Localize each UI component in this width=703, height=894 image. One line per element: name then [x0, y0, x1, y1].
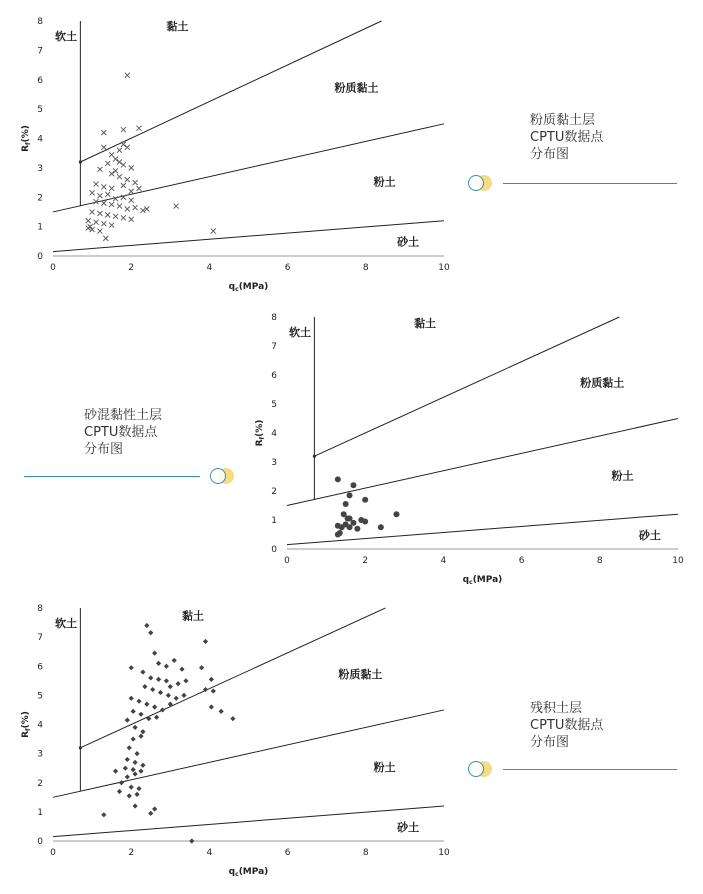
- chart-3-data-point: [164, 664, 169, 669]
- chart-1-x-axis-title: $q_c(MPa)$: [228, 282, 269, 293]
- chart-3-data-point: [129, 665, 134, 670]
- chart-3-data-point: [166, 693, 171, 698]
- chart-3-data-point: [129, 696, 134, 701]
- chart-1-x-tick-label: 4: [206, 263, 213, 273]
- chart-2-x-axis-title: $q_c(MPa)$: [462, 575, 503, 586]
- chart-2-y-tick-label: 1: [271, 516, 277, 526]
- chart-3-data-point: [140, 763, 145, 768]
- chart-3-data-point: [133, 803, 138, 808]
- chart-2-y-tick-label: 0: [271, 545, 277, 555]
- chart-3-data-point: [189, 838, 194, 843]
- chart-3-data-point: [133, 725, 138, 730]
- chart-3-caption: [530, 700, 603, 751]
- chart-3-toggle-icon[interactable]: [468, 761, 492, 777]
- chart-3-data-point: [209, 704, 214, 709]
- chart-3-data-point: [168, 684, 173, 689]
- chart-1-caption-line-2: CPTU数据点: [530, 130, 604, 145]
- chart-3-data-point: [136, 786, 141, 791]
- chart-2-zone-label: 软土: [288, 325, 311, 339]
- chart-3-data-point: [113, 769, 118, 774]
- chart-3-data-point: [156, 677, 161, 682]
- chart-3-data-point: [127, 745, 132, 750]
- chart-1-zone-label: 砂土: [397, 235, 420, 249]
- chart-2-caption-line-3: 分布图: [84, 442, 124, 457]
- chart-3-data-point: [179, 667, 184, 672]
- chart-3-data-point: [133, 760, 138, 765]
- chart-3-data-point: [134, 751, 139, 756]
- chart-3-x-tick-label: 10: [438, 848, 450, 858]
- chart-3-data-point: [134, 792, 139, 797]
- chart-3-boundary-line: [53, 710, 444, 797]
- chart-3-x-tick-label: 2: [128, 848, 135, 858]
- chart-3-data-point: [133, 771, 138, 776]
- chart-3-data-point: [172, 658, 177, 663]
- chart-3-data-point: [176, 681, 181, 686]
- chart-2-x-tick-label: 8: [596, 556, 603, 566]
- chart-3-connector-line: [503, 769, 677, 770]
- chart-3-data-point: [131, 709, 136, 714]
- chart-1-y-tick-label: 8: [37, 17, 43, 27]
- chart-3-caption-line-1: 残积土层: [530, 701, 583, 716]
- chart-2-zone-label: 粉土: [611, 469, 634, 483]
- chart-3-data-point: [136, 699, 141, 704]
- chart-3-data-point: [138, 734, 143, 739]
- chart-3-data-point: [119, 780, 124, 785]
- chart-3-toggle-ring: [468, 761, 484, 777]
- chart-3-data-point: [123, 766, 128, 771]
- chart-3-data-point: [148, 811, 153, 816]
- chart-2-y-tick-label: 7: [271, 342, 277, 352]
- chart-3-zone-label: 粉质黏土: [338, 667, 383, 681]
- chart-3-data-point: [125, 774, 130, 779]
- chart-1-x-tick-label: 10: [438, 263, 450, 273]
- chart-2-y-tick-label: 3: [271, 458, 277, 468]
- chart-3-data-point: [125, 718, 130, 723]
- chart-1-y-tick-label: 7: [37, 46, 43, 57]
- chart-2-y-tick-label: 4: [271, 429, 277, 439]
- chart-1-x-tick-label: 0: [50, 263, 56, 273]
- chart-2-x-tick-label: 6: [518, 556, 525, 566]
- chart-3-data-point: [209, 677, 214, 682]
- chart-3-data-point: [131, 767, 136, 772]
- chart-1-zone-label: 粉土: [373, 175, 396, 189]
- chart-3-data-point: [101, 812, 106, 817]
- chart-2-x-tick-label: 0: [284, 556, 290, 566]
- chart-2-y-tick-label: 6: [271, 371, 277, 381]
- chart-2-y-axis-title: $R_f(\%)$: [255, 419, 266, 447]
- chart-2-x-tick-label: 4: [440, 556, 447, 566]
- chart-1-y-tick-label: 6: [37, 75, 43, 86]
- chart-3-data-point: [158, 690, 163, 695]
- chart-1-x-tick-label: 2: [128, 263, 135, 273]
- chart-3-data-point: [181, 693, 186, 698]
- chart-3-data-point: [144, 702, 149, 707]
- chart-3-data-point: [152, 806, 157, 811]
- chart-2-x-tick-label: 10: [672, 556, 684, 566]
- chart-1-caption-line-3: 分布图: [530, 147, 570, 162]
- chart-1-y-tick-label: 5: [37, 105, 43, 116]
- chart-3-x-axis-title: $q_c(MPa)$: [228, 867, 269, 878]
- chart-3-data-point: [117, 789, 122, 794]
- chart-1-y-tick-label: 1: [37, 222, 43, 233]
- chart-2-x-tick-label: 2: [362, 556, 369, 566]
- chart-2-caption-line-2: CPTU数据点: [84, 425, 158, 440]
- chart-3-data-point: [174, 696, 179, 701]
- chart-3-y-tick-label: 2: [37, 778, 43, 789]
- chart-3-data-point: [148, 630, 153, 635]
- chart-3-boundary-line: [53, 806, 444, 837]
- chart-3-zone-label: 粉土: [373, 761, 396, 775]
- chart-1-y-tick-label: 2: [37, 193, 43, 204]
- chart-2-y-tick-label: 8: [271, 313, 277, 323]
- chart-3-data-point: [150, 687, 155, 692]
- chart-3-data-point: [199, 665, 204, 670]
- chart-3-y-axis-title: $R_f(\%)$: [21, 711, 32, 738]
- chart-3-x-tick-label: 6: [284, 848, 291, 858]
- chart-1-x-tick-label: 6: [284, 263, 291, 273]
- chart-3-data-point: [129, 785, 134, 790]
- chart-3-y-tick-label: 4: [37, 720, 43, 731]
- chart-1-y-tick-label: 0: [37, 252, 43, 262]
- chart-2-zone-label: 粉质黏土: [580, 376, 625, 390]
- chart-3-data-point: [160, 707, 165, 712]
- chart-3-y-tick-label: 5: [37, 691, 43, 702]
- chart-3-zone-label: 黏土: [182, 609, 205, 623]
- chart-1-zone-label: 粉质黏土: [334, 81, 379, 95]
- chart-3-y-tick-label: 3: [37, 749, 43, 760]
- chart-2-y-tick-label: 2: [271, 487, 277, 497]
- chart-1-x-tick-label: 8: [362, 263, 369, 273]
- chart-3-zone-label: 软土: [54, 616, 77, 630]
- chart-3-x-tick-label: 8: [362, 848, 369, 858]
- chart-3-x-tick-label: 0: [50, 848, 56, 858]
- chart-3-data-point: [152, 704, 157, 709]
- chart-3-data-point: [138, 769, 143, 774]
- chart-1-y-axis-title: $R_f(\%)$: [21, 125, 32, 152]
- chart-3-data-point: [152, 651, 157, 656]
- chart-3-data-point: [164, 678, 169, 683]
- chart-2-y-tick-label: 5: [271, 400, 277, 410]
- chart-1-caption-line-1: 粉质黏土层: [530, 113, 596, 128]
- chart-3-data-point: [154, 715, 159, 720]
- chart-2-caption-line-1: 砂混黏性土层: [84, 408, 163, 423]
- chart-3-y-tick-label: 7: [37, 633, 43, 644]
- chart-3-data-point: [148, 675, 153, 680]
- chart-3-x-tick-label: 4: [206, 848, 213, 858]
- chart-3-junction-point: [79, 746, 82, 749]
- chart-3-y-tick-label: 0: [37, 837, 43, 847]
- chart-3-data-point: [203, 639, 208, 644]
- chart-1-y-tick-label: 3: [37, 163, 43, 174]
- chart-1-zone-label: 黏土: [166, 19, 189, 33]
- chart-1-y-tick-label: 4: [37, 134, 43, 145]
- chart-3-data-point: [138, 712, 143, 717]
- chart-3-data-point: [156, 661, 161, 666]
- chart-3-data-point: [125, 757, 130, 762]
- chart-3-caption-line-2: CPTU数据点: [530, 718, 604, 733]
- chart-3-data-point: [140, 669, 145, 674]
- chart-3-y-tick-label: 1: [37, 807, 43, 818]
- chart-3-data-point: [219, 709, 224, 714]
- chart-2-zone-label: 黏土: [414, 317, 437, 331]
- chart-3-data-point: [144, 623, 149, 628]
- chart-1-zone-label: 软土: [54, 30, 77, 44]
- chart-3-data-point: [140, 729, 145, 734]
- chart-3-data-point: [183, 678, 188, 683]
- chart-2-zone-label: 砂土: [638, 528, 661, 542]
- chart-3-y-tick-label: 8: [37, 604, 43, 614]
- chart-3-y-tick-label: 6: [37, 662, 43, 673]
- chart-3-data-point: [127, 793, 132, 798]
- chart-3-data-point: [131, 736, 136, 741]
- chart-3-data-point: [230, 716, 235, 721]
- chart-3-caption-line-3: 分布图: [530, 735, 570, 750]
- chart-3-data-point: [211, 688, 216, 693]
- chart-3-data-point: [142, 684, 147, 689]
- chart-3-zone-label: 砂土: [397, 820, 420, 834]
